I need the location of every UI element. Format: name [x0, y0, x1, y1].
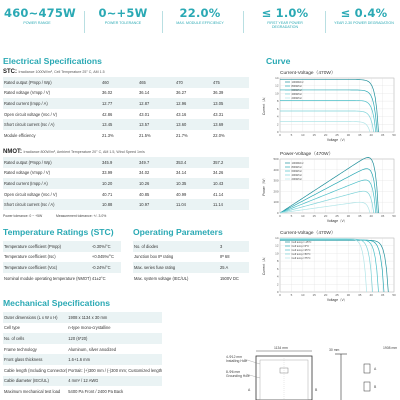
mechanical-row [3, 312, 162, 323]
mechanical-row-value: 120 (6*20) [67, 333, 162, 344]
divider [243, 11, 244, 33]
legend-entry: 200W/m² [291, 178, 303, 181]
nmot-row [3, 157, 249, 168]
x-tick-label: 45 [380, 293, 385, 297]
stc-row-value: 470 [175, 77, 212, 88]
nmot-row-label: Rated voltage (Vmpp / V) [4, 170, 50, 176]
x-tick-label: 0 [279, 214, 281, 218]
x-tick-label: 35 [358, 133, 362, 137]
y-axis-label: Power（W） [262, 176, 266, 196]
x-tick-label: 15 [312, 133, 316, 137]
nmot-row-value: 33.99 [102, 170, 113, 176]
legend-entry: 400W/m² [291, 93, 303, 96]
mechanical-row-value: 1.6+1.6 mm [67, 354, 162, 365]
kpi-value: ≤ 0.4% [340, 6, 388, 20]
nmot-row-value: 10.43 [212, 178, 249, 189]
operating-parameters-title: Operating Parameters [133, 227, 223, 237]
mechanical-row-label: Maximum mechanical test load [4, 388, 61, 394]
section-b-detail-label: B [374, 385, 377, 389]
temperature-ratings-title: Temperature Ratings (STC) [3, 227, 114, 237]
nmot-table [3, 157, 249, 210]
temperature-row-value: -0.24%/°C [91, 262, 121, 273]
nmot-row-value: 349.7 [138, 157, 175, 168]
stc-table [3, 77, 249, 141]
nmot-row-value: 40.99 [176, 191, 187, 197]
y-tick-label: 8 [276, 99, 279, 104]
stc-row [3, 77, 249, 88]
hole-label-c: 8-Φ6 mm [226, 370, 241, 374]
section-b-label: B [315, 388, 318, 392]
y-tick-label: 100 [273, 200, 279, 205]
x-tick-label: 50 [392, 293, 396, 297]
stc-row-value: 12.87 [138, 98, 175, 109]
stc-row-value: 22.0% [213, 132, 225, 138]
stc-row-value: 36.02 [102, 90, 113, 96]
operating-row-value: 25 A [219, 262, 249, 273]
power-tolerance-note: Power tolerance: 0 ~ +5W [3, 214, 43, 218]
mechanical-row [3, 323, 162, 334]
stc-row-value: 13.60 [175, 119, 212, 130]
temperature-row-label: Temperature coefficient (Pmpp) [3, 241, 91, 252]
key-figures-band [0, 0, 400, 44]
stc-row [3, 98, 249, 109]
stc-row-value: 42.86 [102, 111, 113, 117]
mechanical-row [3, 386, 162, 397]
kpi-value: 460~475W [4, 6, 76, 20]
nmot-row-value: 10.26 [138, 178, 175, 189]
section-a-label: A [248, 388, 251, 392]
nmot-row-value: 10.35 [175, 178, 212, 189]
stc-row-value: 13.69 [212, 119, 249, 130]
y-tick-label: 10 [275, 251, 279, 256]
x-tick-label: 15 [312, 214, 316, 218]
temperature-row-value: -0.30%/°C [91, 241, 121, 252]
y-axis-label: Current（A） [262, 94, 266, 116]
operating-row [133, 252, 249, 263]
stc-row [3, 119, 249, 130]
x-tick-label: 15 [312, 293, 316, 297]
height-label: 1908 mm [383, 346, 398, 351]
stc-row-value: 475 [212, 77, 249, 88]
y-tick-label: 6 [276, 106, 279, 111]
stc-row-value: 13.57 [138, 119, 175, 130]
x-tick-label: 40 [369, 214, 373, 218]
stc-note: Irradiance 1000W/m², Cell Temperature 25° C, AM 1.5 [18, 70, 105, 74]
nmot-row-value: 10.88 [101, 199, 138, 210]
y-tick-label: 500 [273, 157, 279, 161]
divider [325, 11, 326, 33]
electrical-specs-title: Electrical Specifications [3, 56, 102, 66]
operating-table [133, 241, 249, 283]
mechanical-row [3, 365, 162, 376]
x-tick-label: 20 [323, 293, 328, 297]
mechanical-row [3, 344, 162, 355]
kpi-power-tolerance [96, 6, 150, 25]
x-tick-label: 10 [301, 133, 305, 137]
y-tick-label: 14 [275, 236, 279, 240]
nmot-note: Irradiance 800W/m², Ambient Temperature 20° C, AM 1.5, Wind Speed 1m/s [23, 150, 145, 154]
iv-temperature-chart [262, 236, 400, 306]
x-tick-label: 30 [346, 133, 351, 137]
nmot-row-label: Short circuit current (Isc / A) [3, 199, 101, 210]
x-tick-label: 40 [369, 133, 373, 137]
pv-irradiance-chart [262, 157, 400, 227]
hole-label-b: Installing Hole [226, 359, 248, 363]
temperature-row-value: +0.045%/°C [91, 254, 114, 260]
kpi-label: MAX. MODULE EFFICIENCY [176, 21, 224, 25]
mechanical-specs-title: Mechanical Specifications [3, 298, 110, 308]
kpi-value: ≤ 1.0% [261, 6, 309, 20]
hole-label-d: Grounding Hole [226, 374, 250, 378]
mechanical-row [3, 376, 162, 387]
stc-row-value: 465 [138, 77, 175, 88]
nmot-row-label: Rated output (Pmpp / Wp) [3, 157, 101, 168]
legend-entry: 800W/m² [291, 166, 303, 169]
operating-row-label: No. of diodes [133, 241, 219, 252]
x-tick-label: 30 [346, 214, 351, 218]
nmot-row-label: Open circuit voltage (Voc / V) [4, 191, 58, 197]
mechanical-row-value: Portrait: (+)300 mm / (-)300 mm; Customized length [68, 367, 163, 373]
y-tick-label: 2 [276, 282, 279, 287]
nmot-row-value: 34.14 [176, 170, 187, 176]
kpi-power-range [4, 6, 76, 25]
stc-row [3, 109, 249, 120]
temperature-row-label: Temperature coefficient (Isc) [4, 254, 56, 260]
temperature-row-label: Nominal module operating temperature (NMOT) [4, 275, 91, 281]
y-tick-label: 2 [276, 122, 279, 127]
legend-entry: Cell temp.=50°C [291, 253, 311, 256]
stc-row-label: Module efficiency [4, 132, 36, 138]
y-tick-label: 0 [276, 211, 279, 215]
temperature-row [3, 262, 121, 273]
mechanical-row-label: Frame technology [4, 346, 37, 352]
stc-row-value: 43.16 [176, 111, 187, 117]
mechanical-row-label: Front glass thickness [3, 354, 67, 365]
x-tick-label: 45 [380, 133, 385, 137]
nmot-row [3, 168, 249, 179]
y-axis-label: Current（A） [262, 254, 266, 276]
nmot-label: NMOT: [3, 149, 22, 155]
x-tick-label: 20 [323, 214, 328, 218]
kpi-label: POWER TOLERANCE [104, 21, 142, 25]
legend-entry: Cell temp.=25°C [291, 249, 311, 252]
stc-row-value: 43.01 [139, 111, 150, 117]
operating-row [133, 273, 249, 284]
module-dimension-drawing [226, 346, 400, 400]
stc-row-label: Rated current (Impp / A) [3, 98, 101, 109]
operating-row [133, 241, 249, 252]
mechanical-row-value: Aluminum, silver anodized [68, 346, 117, 352]
mechanical-row-value: n-type mono-crystalline [68, 325, 111, 331]
nmot-row-value: 357.2 [212, 157, 249, 168]
nmot-row-label: Rated current (Impp / A) [3, 178, 101, 189]
stc-row-value: 13.45 [101, 119, 138, 130]
nmot-row [3, 199, 249, 210]
nmot-row-value: 40.71 [102, 191, 113, 197]
x-axis-label: Voltage（V） [326, 298, 348, 302]
y-tick-label: 200 [273, 189, 279, 194]
x-tick-label: 0 [279, 133, 281, 137]
operating-row-value: 1500V DC [220, 275, 239, 281]
width-label: 1134 mm [274, 346, 288, 351]
x-axis-label: Voltage（V） [326, 219, 348, 223]
x-tick-label: 20 [323, 133, 328, 137]
x-tick-label: 25 [335, 214, 339, 218]
x-axis-label: Voltage（V） [326, 138, 348, 142]
nmot-row-value: 11.04 [175, 199, 212, 210]
thickness-label: 30 mm [329, 348, 340, 352]
kpi-label: YEAR 2-30 POWER DEGRADATION [334, 21, 394, 25]
mechanical-row-value: 5400 Pa Front / 2400 Pa Back [68, 388, 124, 394]
legend-entry: 600W/m² [291, 170, 303, 173]
divider [84, 11, 85, 33]
x-tick-label: 5 [290, 214, 293, 218]
stc-row-value: 36.14 [139, 90, 150, 96]
nmot-row-value: 40.85 [139, 191, 150, 197]
nmot-row-value: 11.14 [212, 199, 249, 210]
x-tick-label: 40 [369, 293, 373, 297]
mechanical-row-value: 1908 x 1134 x 30 mm [67, 312, 162, 323]
stc-row-value: 21.5% [139, 132, 151, 138]
x-tick-label: 5 [290, 293, 293, 297]
operating-row-label: Junction box IP rating [134, 254, 174, 260]
operating-row-label: Max. system voltage (IEC/UL) [134, 275, 189, 281]
legend-entry: 400W/m² [291, 174, 303, 177]
frame-section-a [364, 364, 370, 373]
mechanical-row [3, 333, 162, 344]
legend-entry: Cell temp.=0°C [291, 245, 310, 248]
temperature-row [3, 273, 121, 284]
kpi-max-efficiency [174, 6, 226, 25]
legend-entry: 800W/m² [291, 85, 303, 88]
y-tick-label: 12 [275, 83, 279, 88]
legend-entry: 1000W/m² [291, 162, 304, 165]
x-tick-label: 50 [392, 214, 396, 218]
stc-row-value: 12.96 [175, 98, 212, 109]
kpi-label: FIRST YEAR POWER DEGRADATION [267, 21, 303, 29]
legend-entry: 200W/m² [291, 97, 303, 100]
nmot-row-value: 34.26 [213, 170, 224, 176]
stc-row-label: Short circuit current (Isc / A) [3, 119, 101, 130]
temperature-table [3, 241, 121, 283]
x-tick-label: 35 [358, 214, 362, 218]
divider [162, 11, 163, 33]
stc-row-value: 21.3% [102, 132, 114, 138]
y-tick-label: 0 [276, 290, 279, 294]
temperature-row-label: Temperature coefficient (Voc) [3, 262, 91, 273]
nmot-row [3, 178, 249, 189]
stc-row-value: 460 [101, 77, 138, 88]
mechanical-table [3, 312, 162, 397]
nmot-row-value: 353.4 [175, 157, 212, 168]
legend-entry: Cell temp.=75°C [291, 257, 311, 260]
nmot-row-value: 41.14 [213, 191, 224, 197]
iv-irradiance-chart [262, 76, 400, 146]
y-tick-label: 6 [276, 266, 279, 271]
mechanical-row-label: No. of cells [3, 333, 67, 344]
hole-label-a: 4-Φ12 mm [226, 355, 243, 359]
stc-label: STC: [3, 69, 17, 75]
section-a-detail-label: A [374, 367, 377, 371]
stc-row-value: 13.05 [212, 98, 249, 109]
stc-row-label: Open circuit voltage (Voc / V) [4, 111, 58, 117]
nmot-row [3, 189, 249, 200]
x-tick-label: 35 [358, 293, 362, 297]
legend-entry: 600W/m² [291, 89, 303, 92]
mechanical-row [3, 354, 162, 365]
mechanical-row-label: Outer dimensions (L x W x H) [3, 312, 67, 323]
operating-row [133, 262, 249, 273]
x-tick-label: 10 [301, 214, 305, 218]
nmot-row-value: 10.97 [138, 199, 175, 210]
mechanical-row-value: 4 mm² / 12 AWG [67, 376, 162, 387]
stc-row-value: 12.77 [101, 98, 138, 109]
y-tick-label: 4 [276, 114, 279, 119]
nmot-row-value: 34.02 [139, 170, 150, 176]
stc-row [3, 88, 249, 99]
kpi-first-year-degradation [256, 6, 314, 29]
y-tick-label: 0 [276, 130, 279, 134]
y-tick-label: 12 [275, 243, 279, 248]
operating-row-value: IP 68 [220, 254, 230, 260]
operating-row-value: 3 [219, 241, 249, 252]
x-tick-label: 0 [279, 293, 281, 297]
kpi-value: 22.0% [179, 6, 221, 20]
y-tick-label: 14 [275, 76, 279, 80]
stc-row-value: 36.27 [176, 90, 187, 96]
measurement-tolerance-note: Measurement tolerance: +/- 3.0% [56, 214, 107, 218]
stc-row-value: 36.39 [213, 90, 224, 96]
stc-row-value: 21.7% [176, 132, 188, 138]
kpi-year-2-30-degradation [334, 6, 394, 25]
x-tick-label: 10 [301, 293, 305, 297]
stc-row-value: 43.31 [213, 111, 224, 117]
stc-row [3, 130, 249, 141]
kpi-value: 0~+5W [98, 6, 148, 20]
stc-row-label: Rated output (Pmpp / Wp) [3, 77, 101, 88]
y-tick-label: 10 [275, 91, 279, 96]
y-tick-label: 8 [276, 259, 279, 264]
y-tick-label: 300 [273, 178, 279, 183]
x-tick-label: 50 [392, 133, 396, 137]
mechanical-row-label: Cable diameter (IEC/UL) [3, 376, 67, 387]
curve-title: Curve [266, 56, 291, 66]
x-tick-label: 25 [335, 133, 339, 137]
chart-3-title: Current-Voltage（470W） [280, 231, 336, 236]
stc-heading [3, 69, 105, 75]
mechanical-row-label: Cell type [4, 325, 20, 331]
stc-row-label: Rated voltage (Vmpp / V) [4, 90, 50, 96]
x-tick-label: 45 [380, 214, 385, 218]
temperature-row-value: 41±2°C [91, 275, 106, 281]
nmot-row-value: 345.9 [101, 157, 138, 168]
nmot-heading [3, 149, 145, 155]
nmot-row-value: 10.20 [101, 178, 138, 189]
mechanical-row-label: Cable length (Including Connector) [4, 367, 68, 373]
operating-row-label: Max. series fuse rating [133, 262, 219, 273]
y-tick-label: 4 [276, 274, 279, 279]
x-tick-label: 5 [290, 133, 293, 137]
chart-2-title: Power-Voltage（470W） [280, 152, 334, 157]
y-tick-label: 400 [273, 167, 279, 172]
chart-1-title: Current-Voltage（470W） [280, 71, 336, 76]
temperature-row [3, 241, 121, 252]
kpi-label: POWER RANGE [23, 21, 51, 25]
frame-section-b [364, 382, 370, 391]
temperature-row [3, 252, 121, 263]
x-tick-label: 25 [335, 293, 339, 297]
x-tick-label: 30 [346, 293, 351, 297]
legend-entry: 1000W/m² [291, 81, 304, 84]
legend-entry: Cell temp.=-15°C [291, 241, 312, 244]
